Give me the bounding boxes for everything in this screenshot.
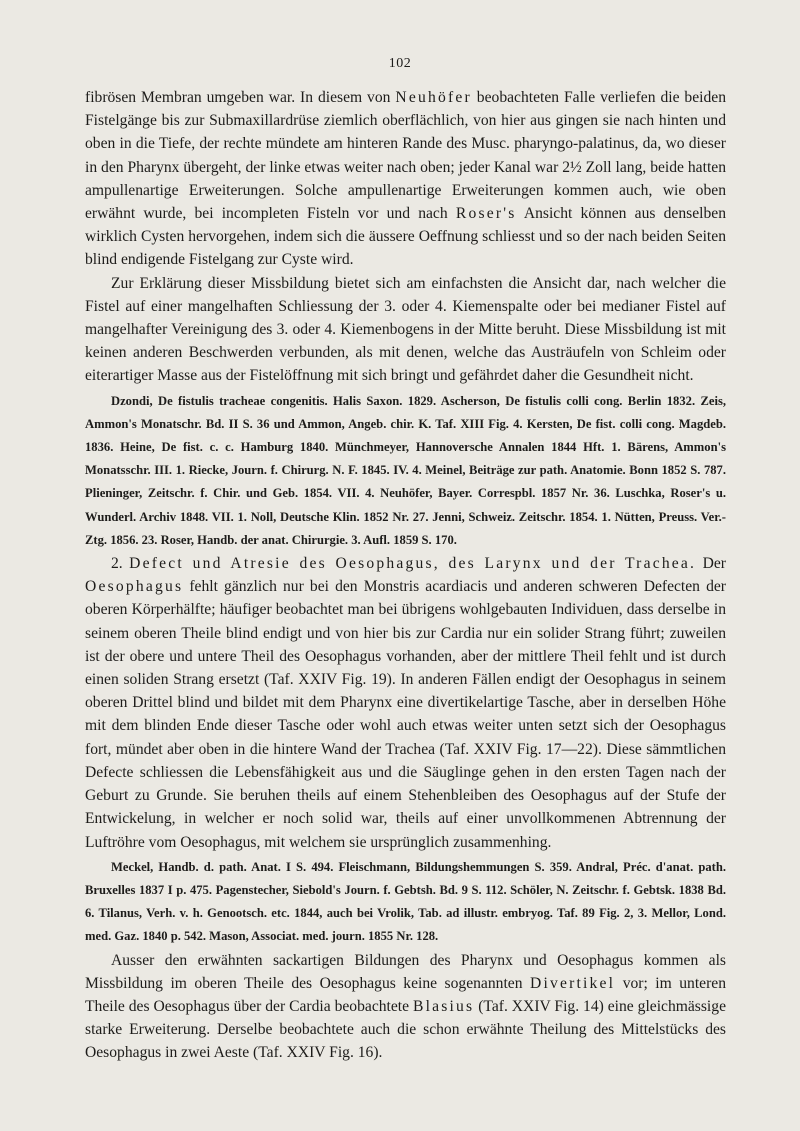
text-run: fibrösen Membran umgeben war. In diesem von <box>85 89 396 106</box>
references-fistula: Dzondi, De fistulis tracheae congenitis. Halis Saxon. 1829. Ascherson, De fistulis colli cong. Berlin 1832. Zeis, Ammon's Monatschr. Bd. II S. 36 und Ammon, Angeb. chir. K. Taf. XIII Fig. 4. Kersten, De fist. colli cong. Magdeb. 1836. Heine, De fist. c. c. Hamburg 1840. Münchmeyer, Hannoversche Annalen 1844 Hft. 1. Bärens, Ammon's Monatsschr. III. 1. Riecke, Journ. f. Chirurg. N. F. 1845. IV. 4. Meinel, Beiträge zur path. Anatomie. Bonn 1852 S. 787. Plieninger, Zeitschr. f. Chir. und Geb. 1854. VII. 4. Neuhöfer, Bayer. Correspbl. 1857 Nr. 36. Luschka, Roser's u. Wunderl. Archiv 1848. VII. 1. Noll, Deutsche Klin. 1852 Nr. 27. Jenni, Schweiz. Zeitschr. 1854. 1. Nütten, Preuss. Ver.-Ztg. 1856. 23. Roser, Handb. der anat. Chirurgie. 3. Aufl. 1859 S. 170. <box>85 393 726 547</box>
section-heading: Defect und Atresie des Oesophagus, des Larynx und der Trachea. <box>129 555 697 573</box>
text-run: Der <box>696 555 726 573</box>
text-run: (Taf. XXIV Fig. 14) eine gleichmässige starke Erweiterung. Derselbe beobachtete auch die schon erwähnte Theilung des Mittelstücks des Oesophagus in zwei Aeste (Taf. XXIV Fig. 16). <box>85 997 726 1062</box>
text-run: fehlt gänzlich nur bei den Monstris acardiacis und anderen schweren Defecten der oberen Körperhälfte; häufiger beobachtet man bei übrigens wohlgebauten Individuen, dass derselbe in seinem oberen Theile blind endigt und von hier bis zur Cardia nur ein solider Strang führt; zuweilen ist der obere und untere Theil des Oesophagus vorhanden, aber der mittlere Theil fehlt und ist durch einen soliden Strang ersetzt (Taf. XXIV Fig. 19). In anderen Fällen endigt der Oesophagus in seinem oberen Drittel blind und bildet mit dem Pharynx eine divertikelartige Tasche, aber in derselben Höhe mit dem blinden Ende dieser Tasche oder wohl auch etwas weiter unten setzt sich der Oesophagus fort, mündet aber oben in die hintere Wand der Trachea (Taf. XXIV Fig. 17—22). Diese sämmtlichen Defecte schliessen die Lebensfähigkeit aus und die Säuglinge gehen in den ersten Tagen nach der Geburt zu Grunde. Sie beruhen theils auf einem Stehenbleiben des Oesophagus auf der Stufe der Entwickelung, in welcher er noch solid war, theils auf einer unvollkommenen Abtrennung der Luftröhre vom Oesophagus, mit welchem sie ursprünglich zusammenhing. <box>85 578 726 851</box>
references-oesophagus: Meckel, Handb. d. path. Anat. I S. 494. Fleischmann, Bildungshemmungen S. 359. Andral, Préc. d'anat. path. Bruxelles 1837 I p. 475. Pagenstecher, Siebold's Journ. f. Gebtsh. Bd. 9 S. 112. Schöler, N. Zeitschr. f. Gebtsk. 1838 Bd. 6. Tilanus, Verh. v. h. Genootsch. etc. 1844, auch bei Vrolik, Tab. ad illustr. embryog. Taf. 89 Fig. 2, 3. Mellor, Lond. med. Gaz. 1840 p. 542. Mason, Associat. med. journ. 1855 Nr. 128. <box>85 859 726 944</box>
paragraph-fistula-case <box>85 86 726 272</box>
section-number: 2. <box>111 555 130 573</box>
text-run: Ausser den erwähnten sackartigen Bildungen des Pharynx und Oesophagus kommen als Missbildung im oberen Theile des Oesophagus keine sogenannten <box>85 951 726 992</box>
author-name: Neuhöfer <box>395 89 472 106</box>
text-run: vor; im unteren Theile des Oesophagus über der Cardia beobachtete <box>85 974 726 1015</box>
text-column <box>85 86 726 1065</box>
paragraph-divertikel <box>85 949 726 1065</box>
paragraph-explanation: Zur Erklärung dieser Missbildung bietet sich am einfachsten die Ansicht dar, nach welcher die Fistel auf einer mangelhaften Schliessung der 3. oder 4. Kiemenspalte oder bei medianer Fistel auf mangelhafter Vereinigung des 3. oder 4. Kiemenbogens in der Mitte beruht. Diese Missbildung ist mit keinen anderen Beschwerden verbunden, als mit denen, welche das Austräufeln von Schleim oder eiterartiger Masse aus der Fistelöffnung mit sich bringt und gefährdet daher die Gesundheit nicht. <box>85 274 726 385</box>
text-run: Ansicht können aus denselben wirklich Cysten hervorgehen, indem sich die äussere Oeffnung schliesst und so der nach beiden Seiten blind endigende Fistelgang zur Cyste wird. <box>85 205 726 269</box>
text-run: beobachteten Falle verliefen die beiden Fistelgänge bis zur Submaxillardrüse ziemlich oberflächlich, von hier aus gingen sie nach hinten und oben in die Tiefe, der rechte mündete am hinteren Rande des Musc. pharyngo-palatinus, da, wo dieser in den Pharynx übergeht, der linke etwas weiter nach oben; jeder Kanal war 2½ Zoll lang, beide hatten ampullenartige Erweiterungen. Solche ampullenartige Erweiterungen kommen auch, wie oben erwähnt wurde, bei incompleten Fisteln vor und nach <box>85 89 727 223</box>
term-oesophagus: Oesophagus <box>85 578 184 596</box>
author-name: Blasius <box>412 997 475 1015</box>
term-divertikel: Divertikel <box>529 974 616 992</box>
author-name: Roser's <box>455 205 517 223</box>
paragraph-oesophagus-defect <box>85 552 726 854</box>
page-number: 102 <box>388 56 412 71</box>
